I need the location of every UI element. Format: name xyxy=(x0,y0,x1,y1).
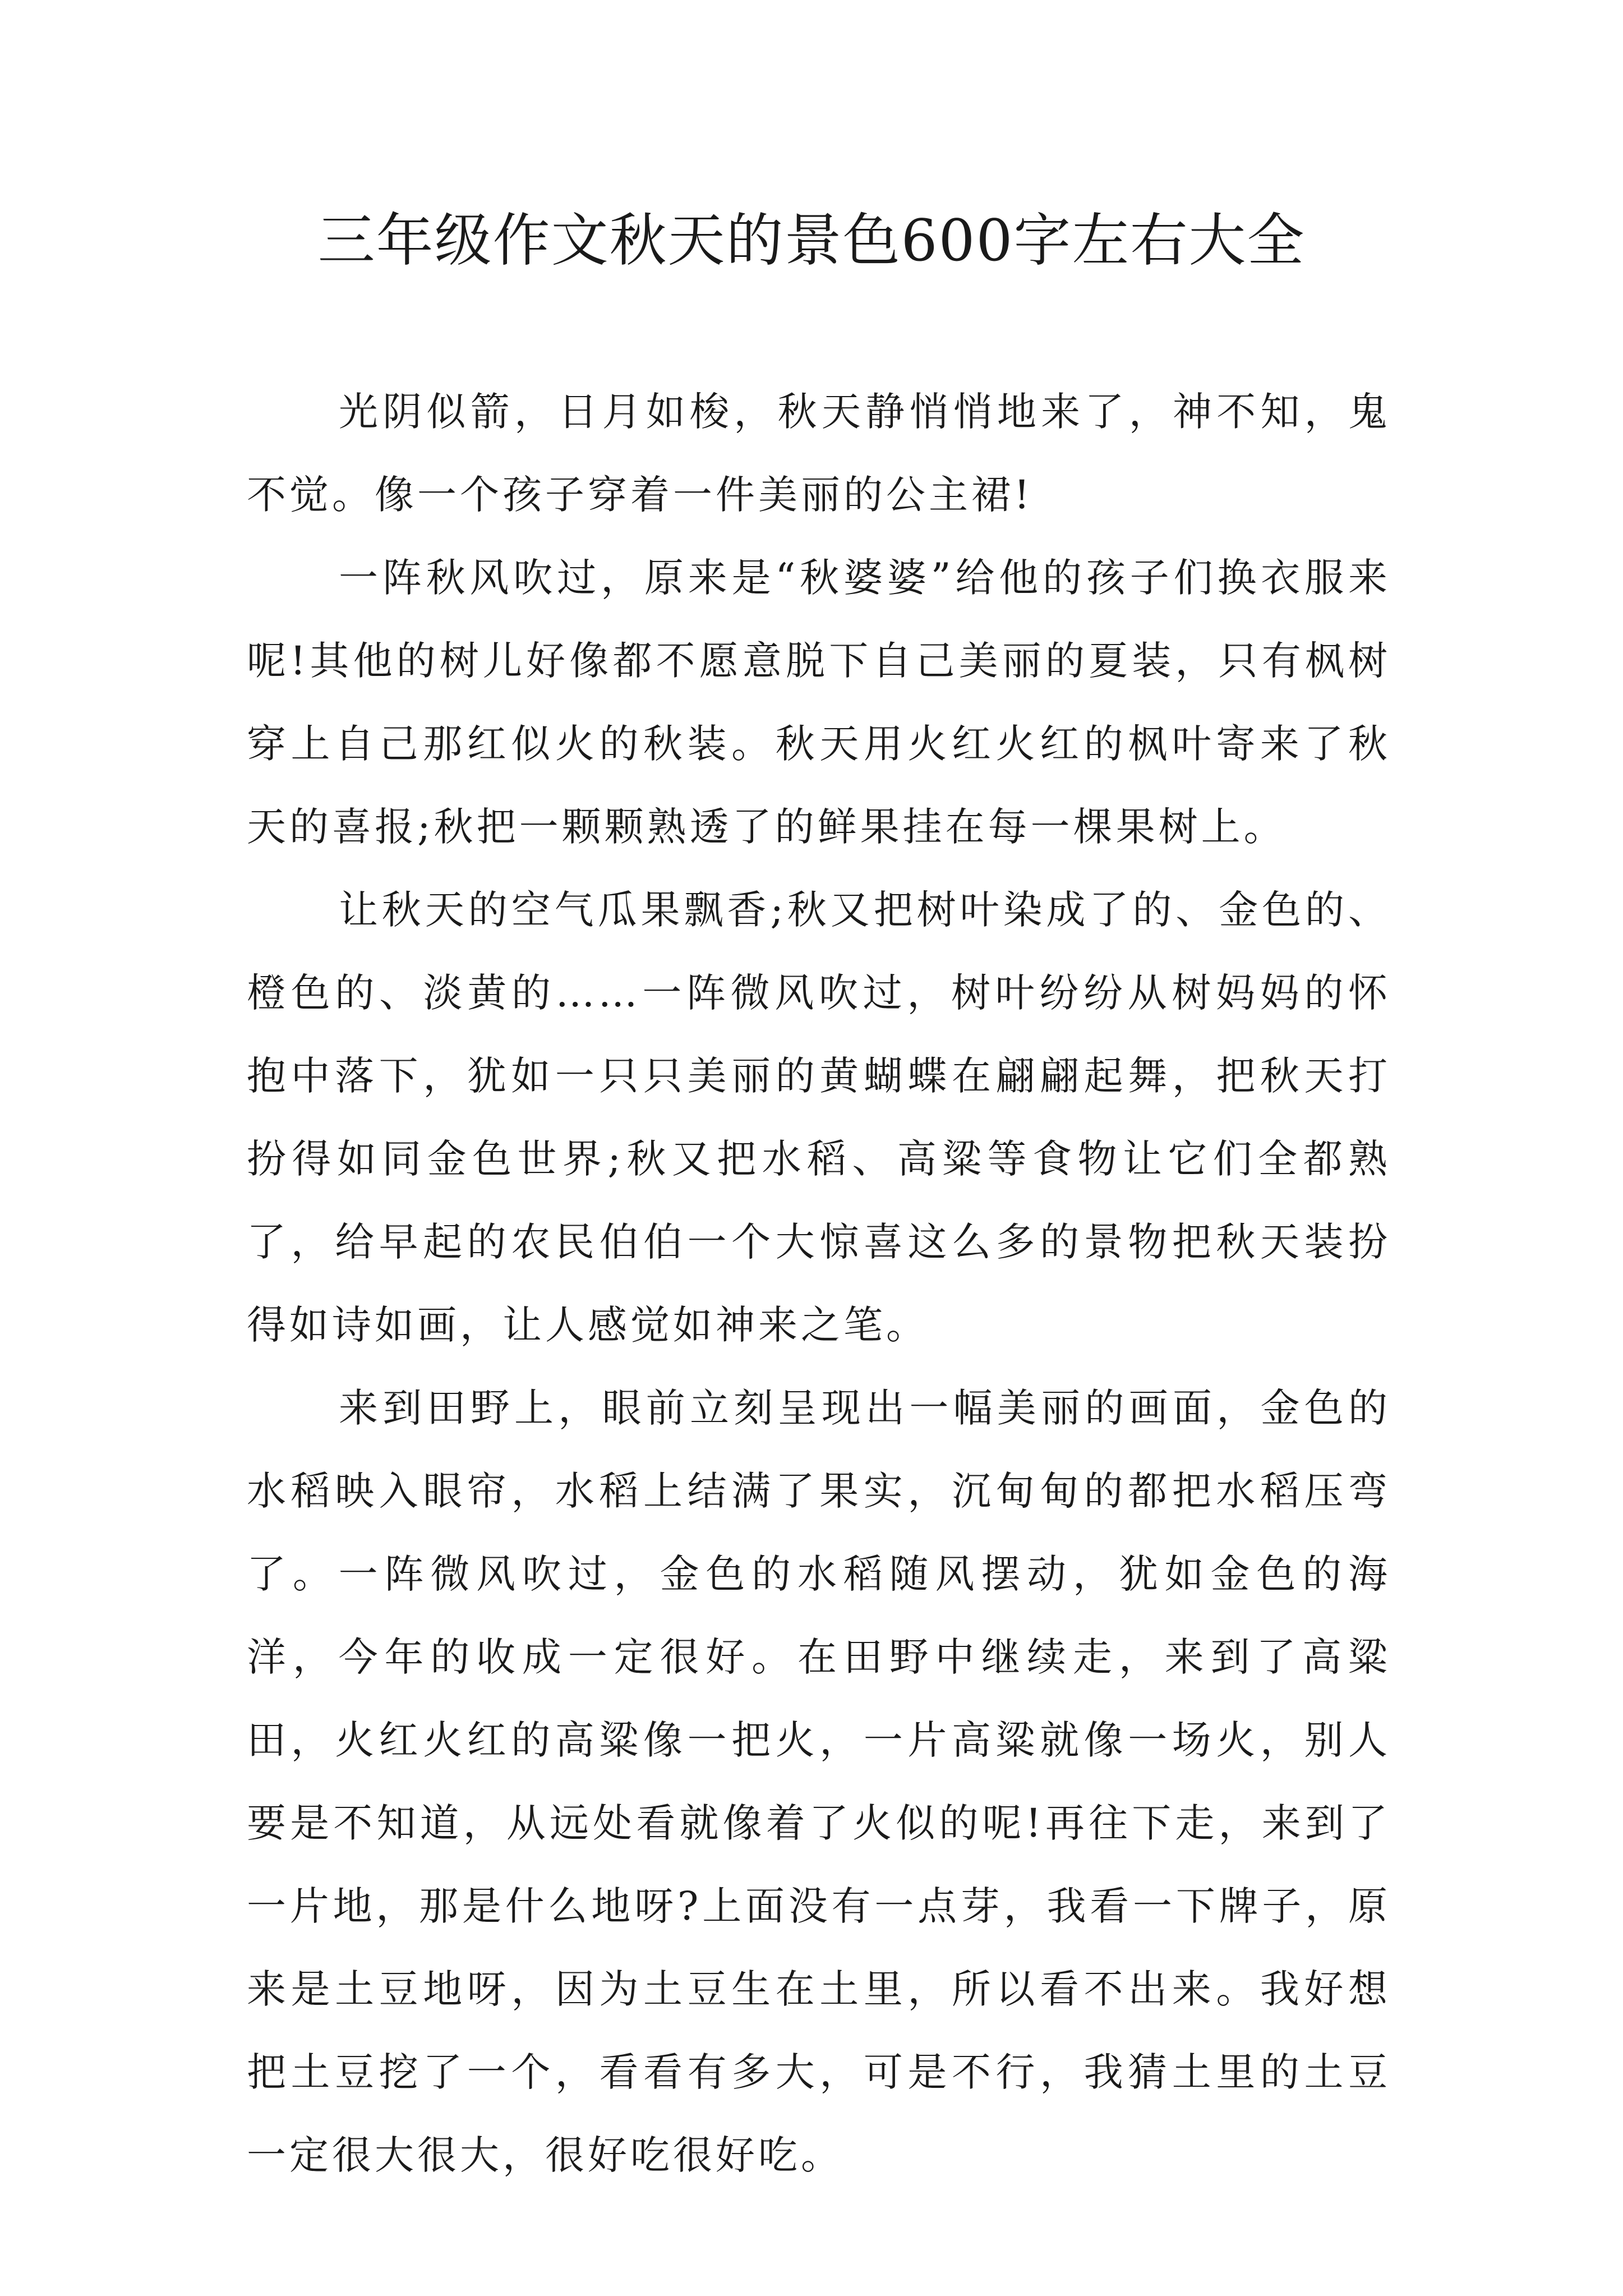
paragraph-2: 一阵秋风吹过，原来是“秋婆婆”给他的孩子们换衣服来呢!其他的树儿好像都不愿意脱下自己美丽的夏装，只有枫树穿上自己那红似火的秋装。秋天用火红火红的枫叶寄来了秋天的喜报;秋把一颗颗熟透了的鲜果挂在每一棵果树上。 xyxy=(247,555,1391,850)
paragraph-4: 来到田野上，眼前立刻呈现出一幅美丽的画面，金色的水稻映入眼帘，水稻上结满了果实，沉甸甸的都把水稻压弯了。一阵微风吹过，金色的水稻随风摆动，犹如金色的海洋，今年的收成一定很好。在田野中继续走，来到了高粱田，火红火红的高粱像一把火，一片高粱就像一场火，别人要是不知道，从远处看就像着了火似的呢!再往下走，来到了一片地，那是什么地呀?上面没有一点芽，我看一下牌子，原来是土豆地呀，因为土豆生在土里，所以看不出来。我好想把土豆挖了一个，看看有多大，可是不行，我猜土里的土豆一定很大很大，很好吃很好吃。 xyxy=(247,1385,1391,2178)
document-title: 三年级作文秋天的景色600字左右大全 xyxy=(317,208,1306,274)
document-body xyxy=(247,370,1391,2197)
paragraph-1: 光阴似箭，日月如梭，秋天静悄悄地来了，神不知，鬼不觉。像一个孩子穿着一件美丽的公主裙! xyxy=(247,389,1391,518)
paragraph-3: 让秋天的空气瓜果飘香;秋又把树叶染成了的、金色的、橙色的、淡黄的……一阵微风吹过，树叶纷纷从树妈妈的怀抱中落下，犹如一只只美丽的黄蝴蝶在翩翩起舞，把秋天打扮得如同金色世界;秋又把水稻、高粱等食物让它们全都熟了，给早起的农民伯伯一个大惊喜这么多的景物把秋天装扮得如诗如画，让人感觉如神来之笔。 xyxy=(247,887,1391,1348)
